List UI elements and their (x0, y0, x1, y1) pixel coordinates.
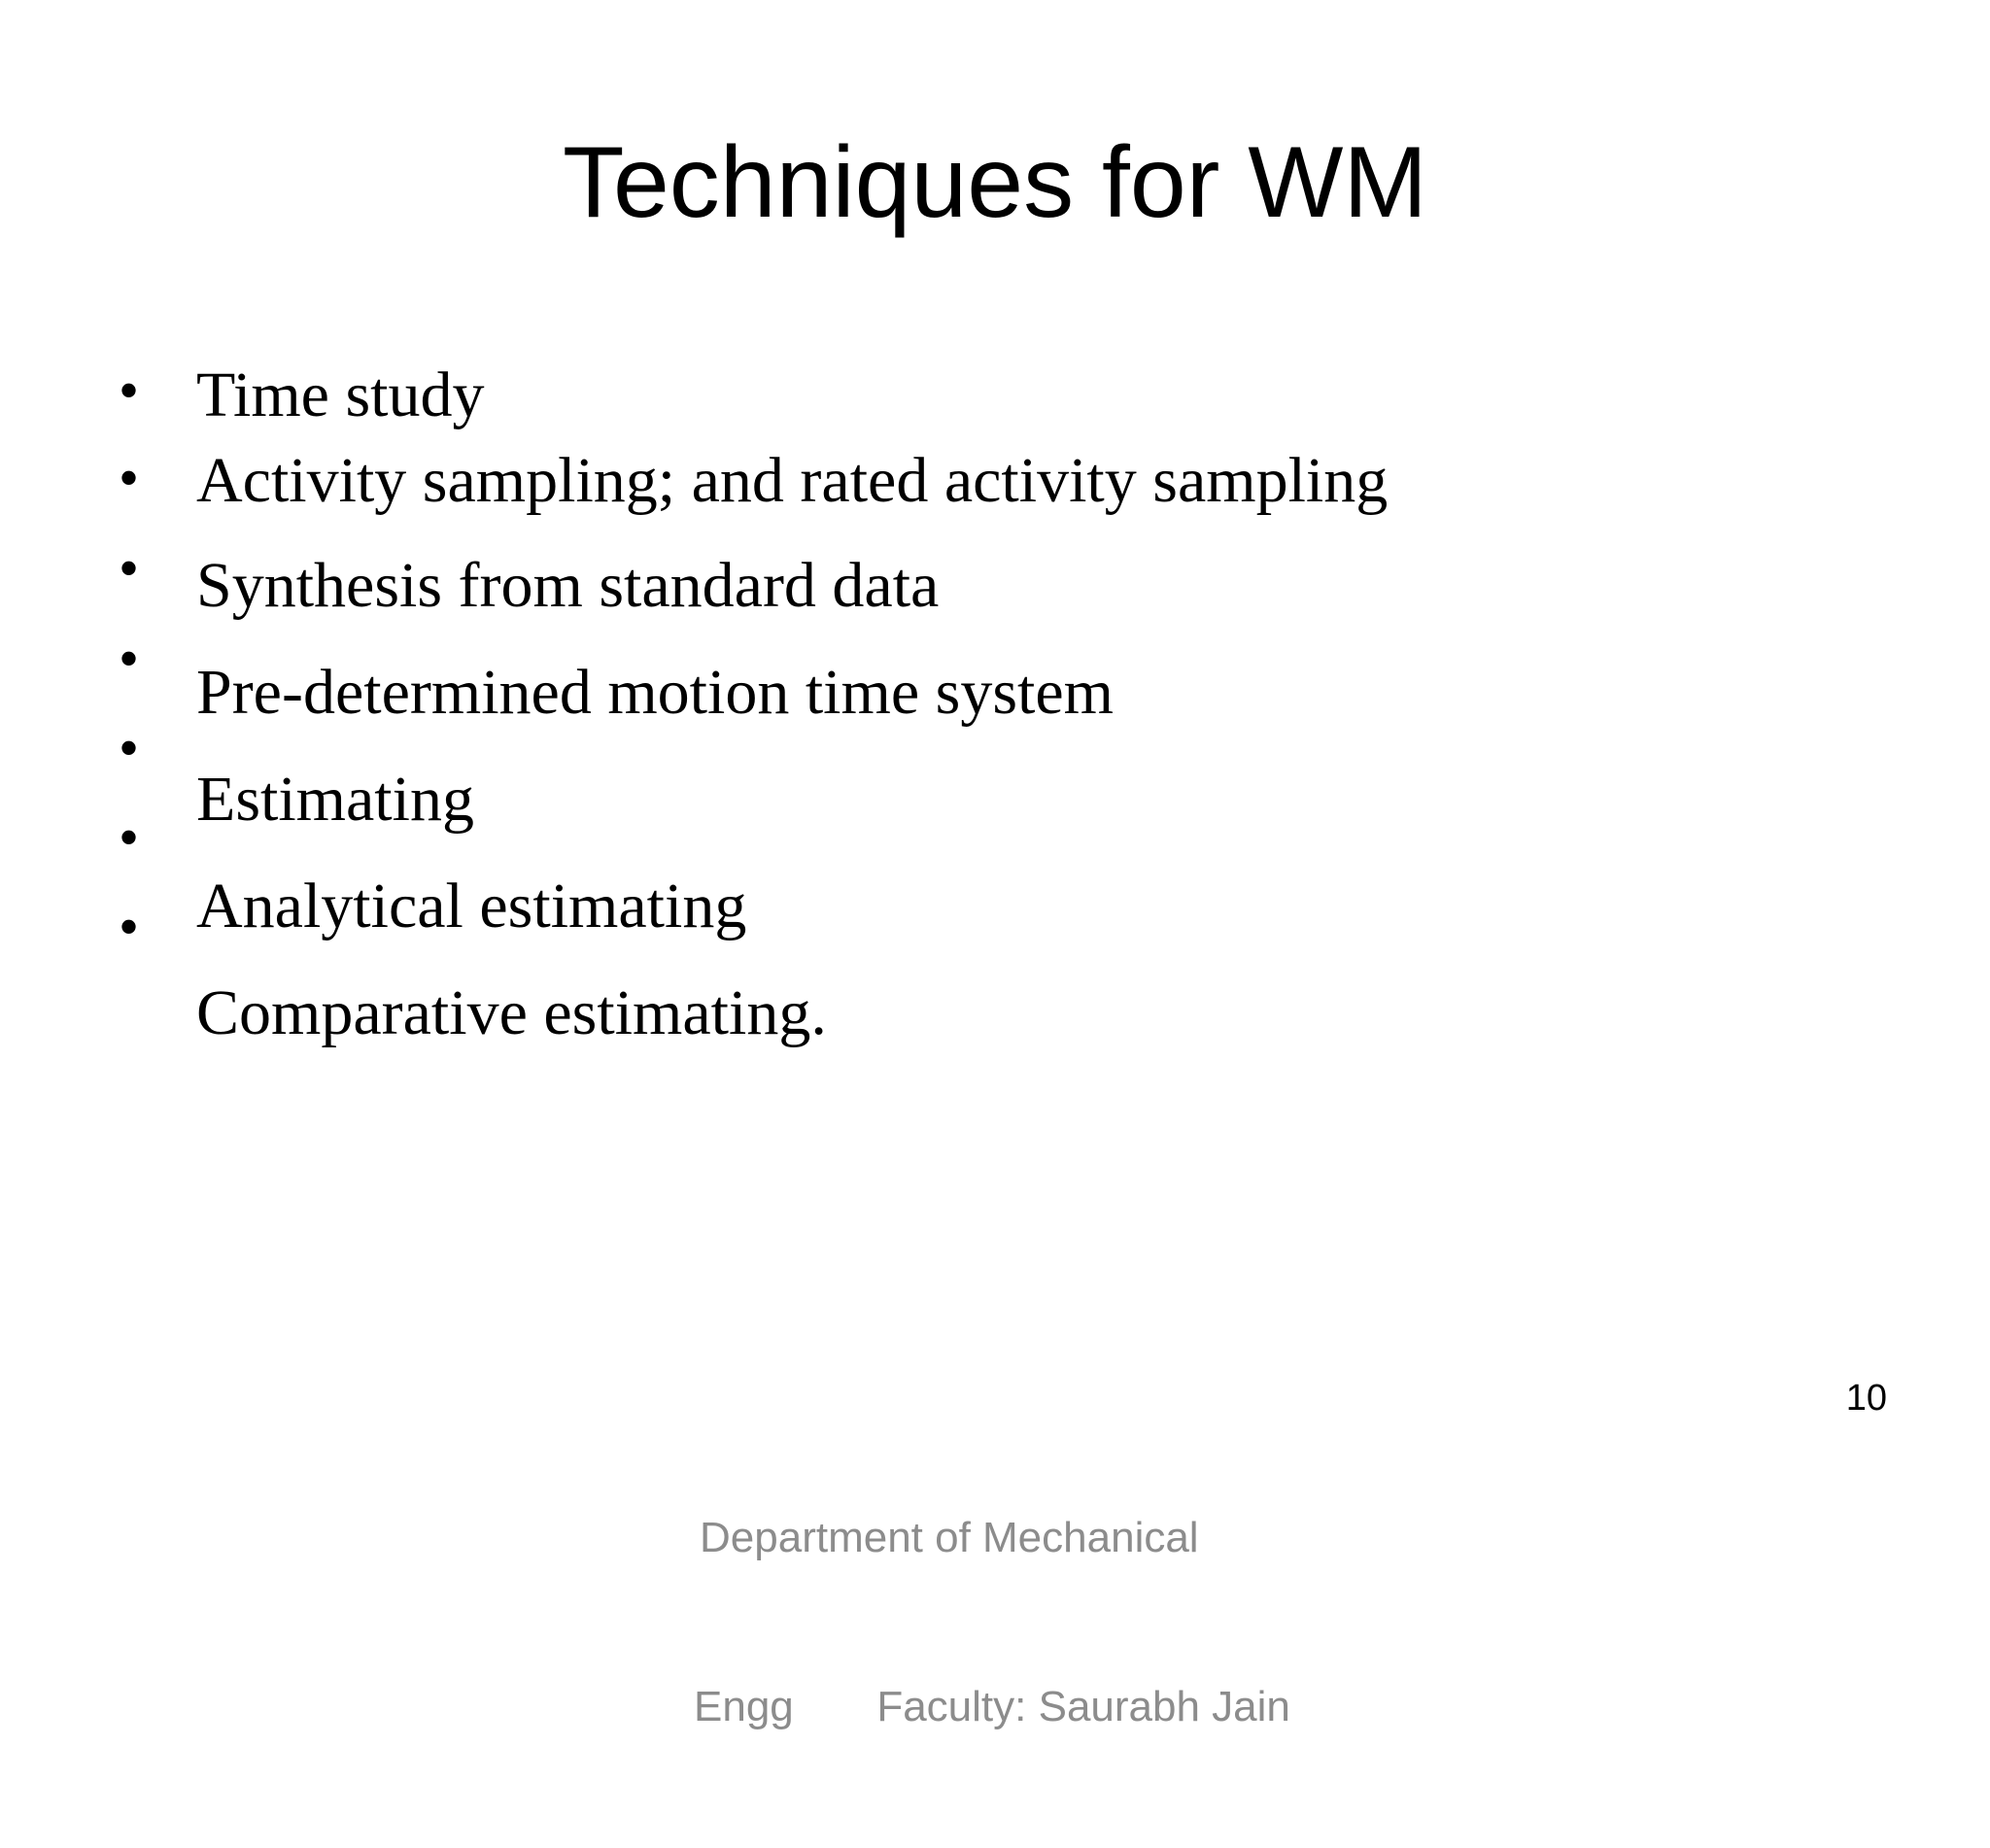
bullet-dot: • (119, 627, 140, 691)
bullet-dot: • (119, 359, 140, 423)
footer-line-2: Engg Faculty: Saurabh Jain (694, 1683, 1290, 1730)
slide-footer (694, 1397, 1290, 1848)
list-item: Pre-determined motion time system (196, 657, 1114, 728)
list-item: Time study (196, 359, 485, 430)
page-number: 10 (1845, 1378, 1887, 1419)
list-item: Synthesis from standard data (196, 550, 940, 621)
slide-title: Techniques for WM (562, 126, 1428, 239)
footer-line-1: Department of Mechanical (700, 1514, 1199, 1561)
bullet-dot: • (119, 536, 140, 600)
bullet-dot: • (119, 895, 140, 959)
list-item: Estimating (196, 764, 474, 835)
list-item: Comparative estimating. (196, 977, 827, 1048)
bullet-dot: • (119, 446, 140, 510)
bullet-dot: • (119, 716, 140, 780)
bullet-dot: • (119, 805, 140, 870)
list-item: Analytical estimating (196, 871, 747, 941)
list-item: Activity sampling; and rated activity sampling (196, 445, 1389, 516)
